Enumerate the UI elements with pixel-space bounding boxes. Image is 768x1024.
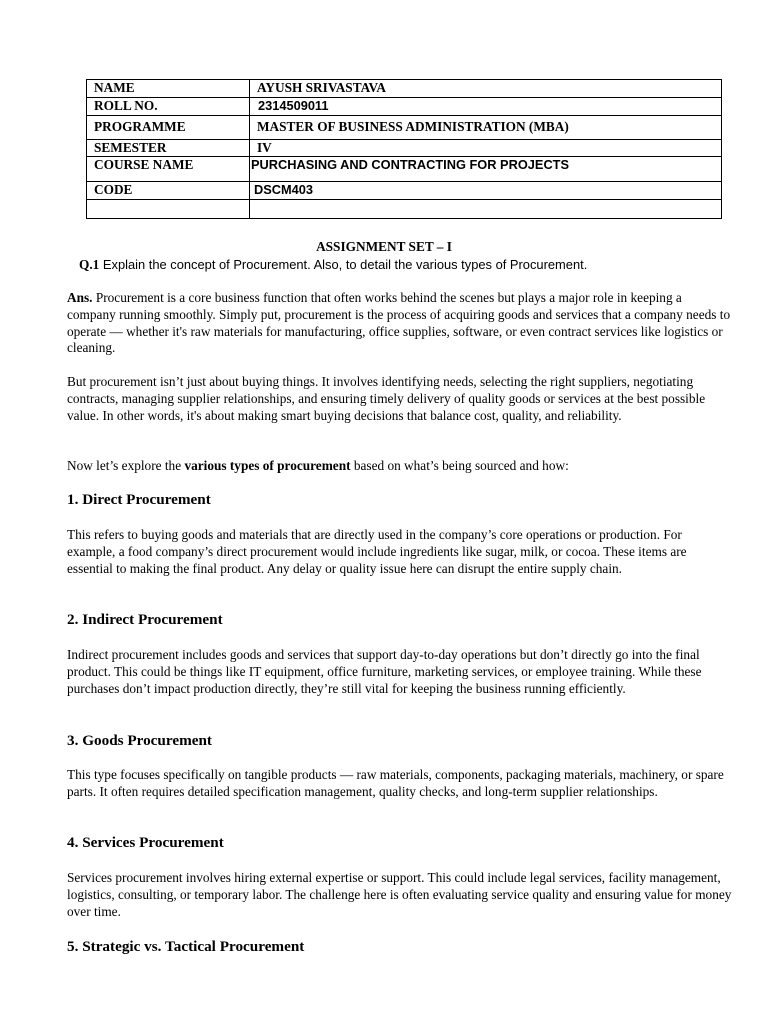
student-info-table (86, 79, 722, 219)
name-value: AYUSH SRIVASTAVA (250, 80, 722, 98)
para3-bold: various types of procurement (184, 458, 351, 473)
table-row (87, 98, 722, 116)
semester-label: SEMESTER (87, 140, 250, 157)
answer-intro-paragraph (67, 290, 732, 357)
question-text: Explain the concept of Procurement. Also, to detail the various types of Procurement. (99, 257, 588, 272)
semester-value: IV (250, 140, 722, 157)
answer-label: Ans. (67, 290, 93, 305)
section-body-indirect: Indirect procurement includes goods and services that support day-to-day operations but don’t directly go into the final product. This could be things like IT equipment, office furniture, marketing services, or employee training. While these purchases don’t impact production directly, they’re still vital for keeping the business running efficiently. (67, 647, 702, 696)
section-body-goods: This type focuses specifically on tangible products — raw materials, components, packaging materials, machinery, or spare parts. It often requires detailed specification management, quality checks, and long-term supplier relationships. (67, 767, 724, 799)
answer-paragraph-2: But procurement isn’t just about buying things. It involves identifying needs, selecting the right suppliers, negotiating contracts, managing supplier relationships, and ensuring timely delivery of quality goods or services at the best possible value. In other words, it's about making smart buying decisions that balance cost, quality, and reliability. (67, 374, 706, 423)
answer-intro-text: Procurement is a core business function that often works behind the scenes but plays a major role in keeping a company running smoothly. Simply put, procurement is the process of acquiring goods and services that a company needs to operate — whether it's raw materials for manufacturing, office supplies, software, or even contract services like logistics or cleaning. (67, 290, 731, 356)
assignment-title: ASSIGNMENT SET – I (316, 239, 452, 254)
para3-before: Now let’s explore the (67, 458, 185, 473)
empty-value-cell (250, 200, 722, 219)
roll-no-label: ROLL NO. (87, 98, 250, 116)
code-value: DSCM403 (250, 182, 722, 200)
section-heading-goods: 3. Goods Procurement (67, 732, 212, 749)
question-number: Q.1 (79, 257, 100, 272)
section-heading-direct: 1. Direct Procurement (67, 491, 211, 508)
course-name-label: COURSE NAME (87, 157, 250, 182)
programme-value: MASTER OF BUSINESS ADMINISTRATION (MBA) (250, 116, 722, 140)
section-body-services: Services procurement involves hiring external expertise or support. This could include legal services, facility management, logistics, consulting, or temporary labor. The challenge here is often evaluating service quality and ensuring value for money over time. (67, 870, 732, 919)
section-heading-services: 4. Services Procurement (67, 834, 224, 851)
section-body-direct: This refers to buying goods and materials that are directly used in the company’s core operations or production. For example, a food company’s direct procurement would include ingredients like sugar, milk, or cocoa. These items are essential to making the final product. Any delay or quality issue here can disrupt the entire supply chain. (67, 527, 687, 576)
course-name-value: PURCHASING AND CONTRACTING FOR PROJECTS (250, 157, 722, 182)
question-line (79, 256, 759, 273)
table-row (87, 80, 722, 98)
table-row (87, 182, 722, 200)
table-row (87, 116, 722, 140)
name-label: NAME (87, 80, 250, 98)
section-heading-indirect: 2. Indirect Procurement (67, 611, 223, 628)
programme-label: PROGRAMME (87, 116, 250, 140)
code-label: CODE (87, 182, 250, 200)
roll-no-value: 2314509011 (250, 98, 722, 116)
section-heading-strategic: 5. Strategic vs. Tactical Procurement (67, 938, 305, 955)
table-row (87, 140, 722, 157)
answer-paragraph-3 (67, 458, 732, 475)
table-row (87, 157, 722, 182)
table-row (87, 200, 722, 219)
empty-label-cell (87, 200, 250, 219)
para3-after: based on what’s being sourced and how: (350, 458, 569, 473)
